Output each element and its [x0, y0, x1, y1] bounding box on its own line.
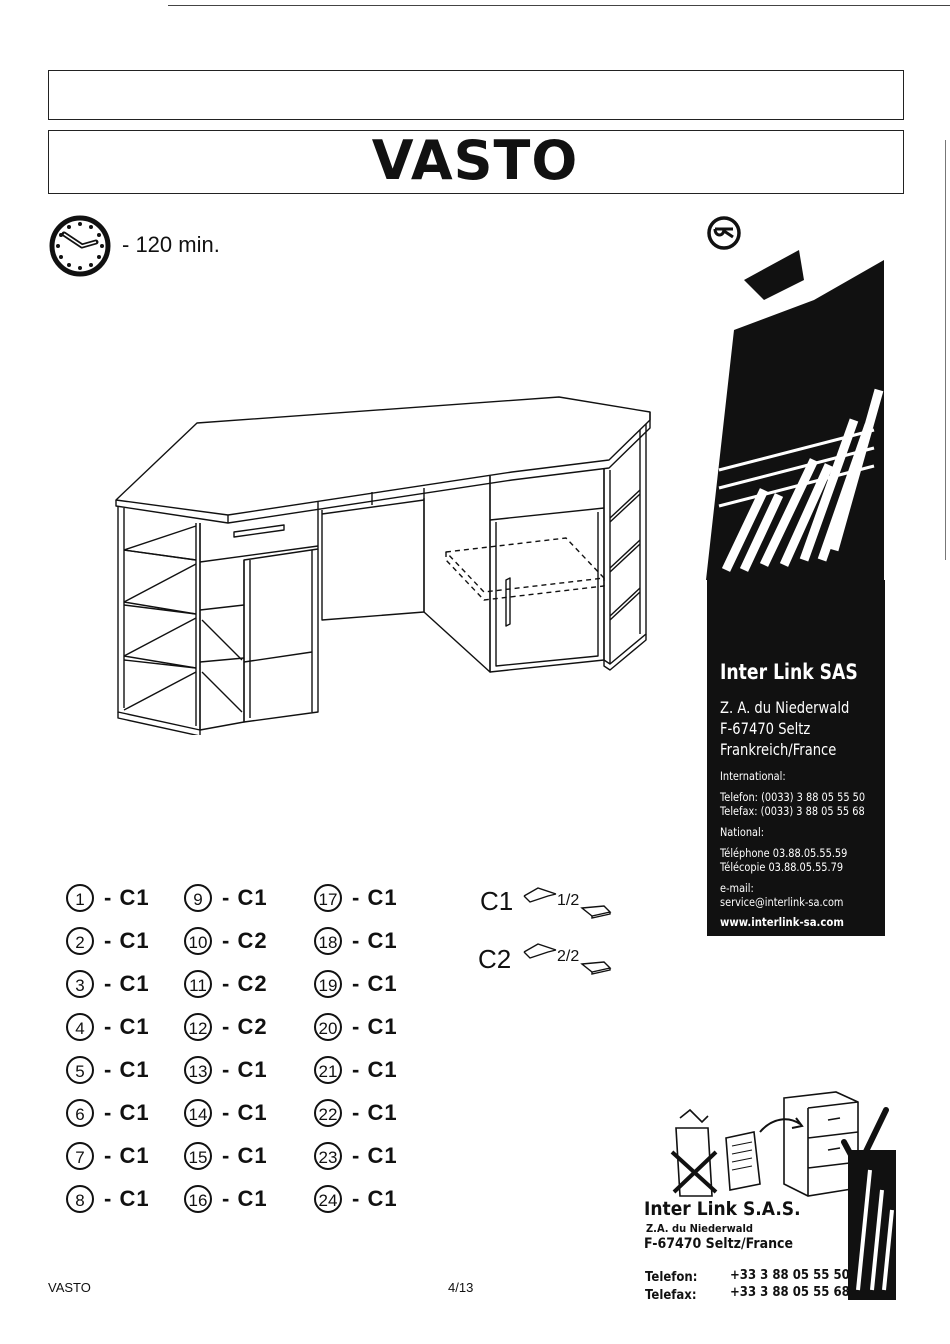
national-label: National: [720, 825, 765, 839]
carton-code: - C1 [352, 1057, 398, 1083]
assembly-time: - 120 min. [122, 232, 220, 257]
corner-desk-illustration [110, 395, 660, 735]
carton-code: - C1 [352, 928, 398, 954]
carton-code: - C1 [352, 1100, 398, 1126]
bottom-phone-label: Telefon: [645, 1270, 698, 1285]
bottom-fax: +33 3 88 05 55 68 [730, 1285, 850, 1300]
carton-fraction: 1/2 [557, 892, 580, 909]
part-entry [184, 884, 268, 914]
part-entry [314, 1056, 398, 1086]
part-number: 17 [314, 884, 342, 912]
national-fax: Télécopie 03.88.05.55.79 [720, 860, 844, 874]
part-number: 21 [314, 1056, 342, 1084]
part-entry [184, 1056, 268, 1086]
carton-code: - C1 [222, 885, 268, 911]
part-number: 23 [314, 1142, 342, 1170]
bottom-address-line-1: Z.A. du Niederwald [646, 1222, 753, 1235]
part-entry [184, 927, 268, 957]
part-number: 13 [184, 1056, 212, 1084]
carton-code: - C1 [222, 1057, 268, 1083]
part-entry [314, 927, 398, 957]
part-number: 5 [66, 1056, 94, 1084]
carton-code: - C1 [352, 1014, 398, 1040]
email-address: service@interlink-sa.com [720, 895, 844, 909]
part-entry [314, 970, 398, 1000]
bottom-company-name: Inter Link S.A.S. [644, 1198, 801, 1220]
address-line-3: Frankreich/France [720, 740, 837, 759]
part-number: 11 [184, 970, 212, 998]
carton-code: - C1 [104, 928, 150, 954]
carton-code: - C1 [104, 885, 150, 911]
part-entry [66, 1056, 150, 1086]
part-number: 3 [66, 970, 94, 998]
part-entry [66, 927, 150, 957]
carton-fraction: 2/2 [557, 948, 580, 965]
part-entry [314, 1099, 398, 1129]
bottom-fax-label: Telefax: [645, 1288, 697, 1303]
part-number: 10 [184, 927, 212, 955]
part-number: 8 [66, 1185, 94, 1213]
part-entry [66, 1142, 150, 1172]
part-entry [314, 1185, 398, 1215]
carton-label: C2 [478, 944, 512, 974]
part-number: 22 [314, 1099, 342, 1127]
links-logo-icon [704, 240, 889, 585]
part-number: 4 [66, 1013, 94, 1041]
header-box-empty [48, 70, 904, 120]
address-line-2: F-67470 Seltz [720, 719, 811, 738]
carton-code: - C1 [104, 971, 150, 997]
footer-model-name: VASTO [48, 1280, 91, 1295]
part-number: 6 [66, 1099, 94, 1127]
carton-code: - C1 [352, 1186, 398, 1212]
part-number: 14 [184, 1099, 212, 1127]
carton-code: - C1 [104, 1014, 150, 1040]
part-number: 12 [184, 1013, 212, 1041]
part-entry [314, 1142, 398, 1172]
carton-code: - C1 [222, 1186, 268, 1212]
part-number: 2 [66, 927, 94, 955]
carton-code: - C1 [104, 1143, 150, 1169]
carton-code: - C1 [222, 1100, 268, 1126]
carton-code: - C1 [104, 1186, 150, 1212]
carton-code: - C2 [222, 928, 268, 954]
part-number: 15 [184, 1142, 212, 1170]
part-entry [66, 1099, 150, 1129]
part-entry [66, 884, 150, 914]
carton-c2 [478, 944, 511, 975]
international-phone: Telefon: (0033) 3 88 05 55 50 [720, 790, 866, 804]
part-number: 18 [314, 927, 342, 955]
carton-code: - C2 [222, 971, 268, 997]
part-entry [66, 1185, 150, 1215]
carton-code: - C2 [222, 1014, 268, 1040]
carton-code: - C1 [104, 1057, 150, 1083]
part-entry [314, 884, 398, 914]
top-rule [168, 5, 950, 6]
part-number: 16 [184, 1185, 212, 1213]
carton-code: - C1 [222, 1143, 268, 1169]
international-label: International: [720, 769, 786, 783]
email-label: e-mail: [720, 881, 754, 895]
part-number: 9 [184, 884, 212, 912]
part-entry [66, 1013, 150, 1043]
carton-label: C1 [480, 886, 514, 916]
bottom-phone: +33 3 88 05 55 50 [730, 1268, 850, 1283]
carton-code: - C1 [352, 885, 398, 911]
part-number: 24 [314, 1185, 342, 1213]
clock-icon [48, 214, 118, 278]
carton-c1 [480, 886, 513, 917]
carton-code: - C1 [352, 1143, 398, 1169]
page-title: VASTO [371, 129, 579, 192]
part-entry [314, 1013, 398, 1043]
links-small-logo-icon [848, 1150, 896, 1300]
carton-code: - C1 [352, 971, 398, 997]
part-entry [184, 1142, 268, 1172]
international-fax: Telefax: (0033) 3 88 05 55 68 [720, 804, 865, 818]
page-number: 4/13 [448, 1280, 474, 1295]
part-entry [184, 1013, 268, 1043]
part-number: 7 [66, 1142, 94, 1170]
part-entry [184, 1185, 268, 1215]
part-number: 1 [66, 884, 94, 912]
part-entry [184, 970, 268, 1000]
bottom-address-line-2: F-67470 Seltz/France [644, 1236, 794, 1252]
carton-code: - C1 [104, 1100, 150, 1126]
national-phone: Téléphone 03.88.05.55.59 [720, 846, 848, 860]
address-line-1: Z. A. du Niederwald [720, 698, 850, 717]
edge-rule [945, 140, 946, 560]
website: www.interlink-sa.com [720, 915, 844, 929]
part-entry [184, 1099, 268, 1129]
company-name: Inter Link SAS [720, 660, 858, 684]
part-number: 19 [314, 970, 342, 998]
part-entry [66, 970, 150, 1000]
part-number: 20 [314, 1013, 342, 1041]
